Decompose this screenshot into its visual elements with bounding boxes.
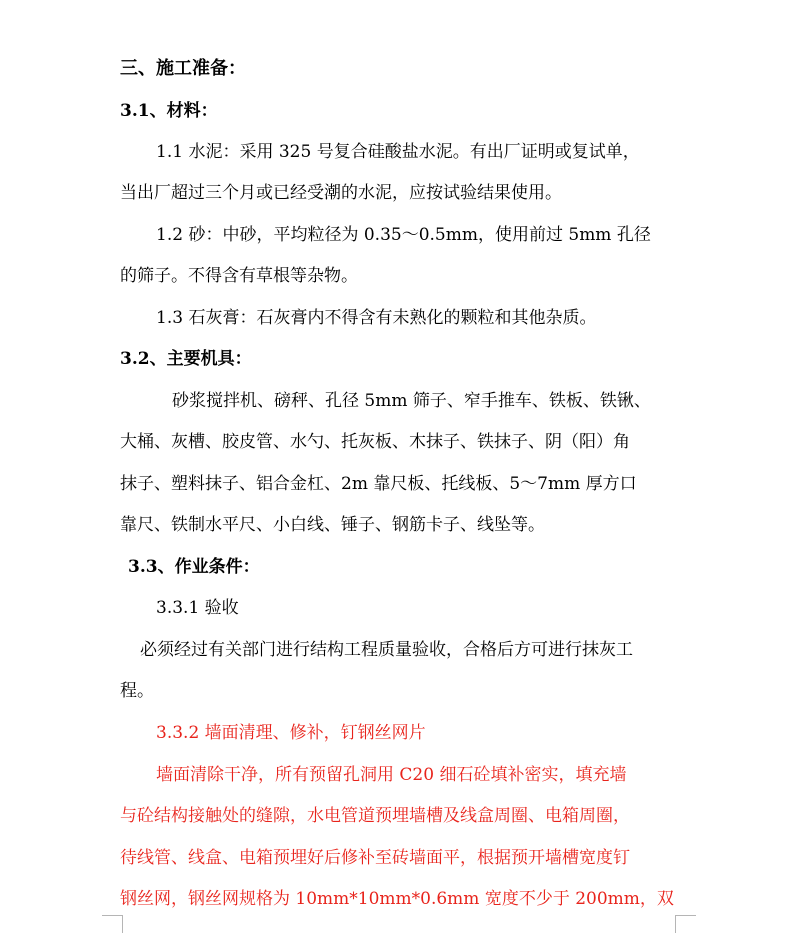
page-margin-mark-left-horizontal — [102, 915, 122, 916]
acceptance-line-1: 必须经过有关部门进行结构工程质量验收，合格后方可进行抹灰工 — [140, 640, 633, 660]
tools-line-2: 大桶、灰槽、胶皮管、水勺、托灰板、木抹子、铁抹子、阴（阳）角 — [120, 432, 630, 452]
item-1-1-line-1: 1.1 水泥：采用 325 号复合硅酸盐水泥。有出厂证明或复试单， — [156, 142, 640, 162]
subsection-3-2-heading: 3.2、主要机具： — [120, 349, 252, 369]
item-3-3-2: 3.3.2 墙面清理、修补，钉钢丝网片 — [156, 723, 426, 743]
item-1-3: 1.3 石灰膏：石灰膏内不得含有未熟化的颗粒和其他杂质。 — [156, 308, 597, 328]
tools-line-3: 抹子、塑料抹子、铝合金杠、2m 靠尺板、托线板、5～7mm 厚方口 — [120, 474, 637, 494]
acceptance-line-2: 程。 — [120, 681, 154, 701]
subsection-3-3-heading: 3.3、作业条件： — [128, 557, 260, 577]
item-1-1-line-2: 当出厂超过三个月或已经受潮的水泥，应按试验结果使用。 — [120, 183, 562, 203]
wall-line-2: 与砼结构接触处的缝隙，水电管道预埋墙槽及线盒周圈、电箱周圈， — [120, 806, 630, 826]
section-title: 三、施工准备： — [120, 58, 246, 79]
item-3-3-1: 3.3.1 验收 — [156, 598, 239, 618]
item-1-2-line-2: 的筛子。不得含有草根等杂物。 — [120, 266, 358, 286]
tools-line-4: 靠尺、铁制水平尺、小白线、锤子、钢筋卡子、线坠等。 — [120, 515, 545, 535]
wall-line-1: 墙面清除干净，所有预留孔洞用 C20 细石砼填补密实，填充墙 — [156, 765, 627, 785]
page-margin-mark-right-horizontal — [676, 915, 696, 916]
page-margin-mark-left — [102, 915, 123, 933]
wall-line-4: 钢丝网，钢丝网规格为 10mm*10mm*0.6mm 宽度不少于 200mm，双 — [120, 889, 674, 909]
page-margin-mark-right — [675, 915, 696, 933]
item-1-2-line-1: 1.2 砂：中砂，平均粒径为 0.35～0.5mm，使用前过 5mm 孔径 — [156, 225, 651, 245]
tools-line-1: 砂浆搅拌机、磅秤、孔径 5mm 筛子、窄手推车、铁板、铁锹、 — [172, 391, 651, 411]
wall-line-3: 待线管、线盒、电箱预埋好后修补至砖墙面平，根据预开墙槽宽度钉 — [120, 848, 630, 868]
subsection-3-1-heading: 3.1、材料： — [120, 101, 218, 121]
